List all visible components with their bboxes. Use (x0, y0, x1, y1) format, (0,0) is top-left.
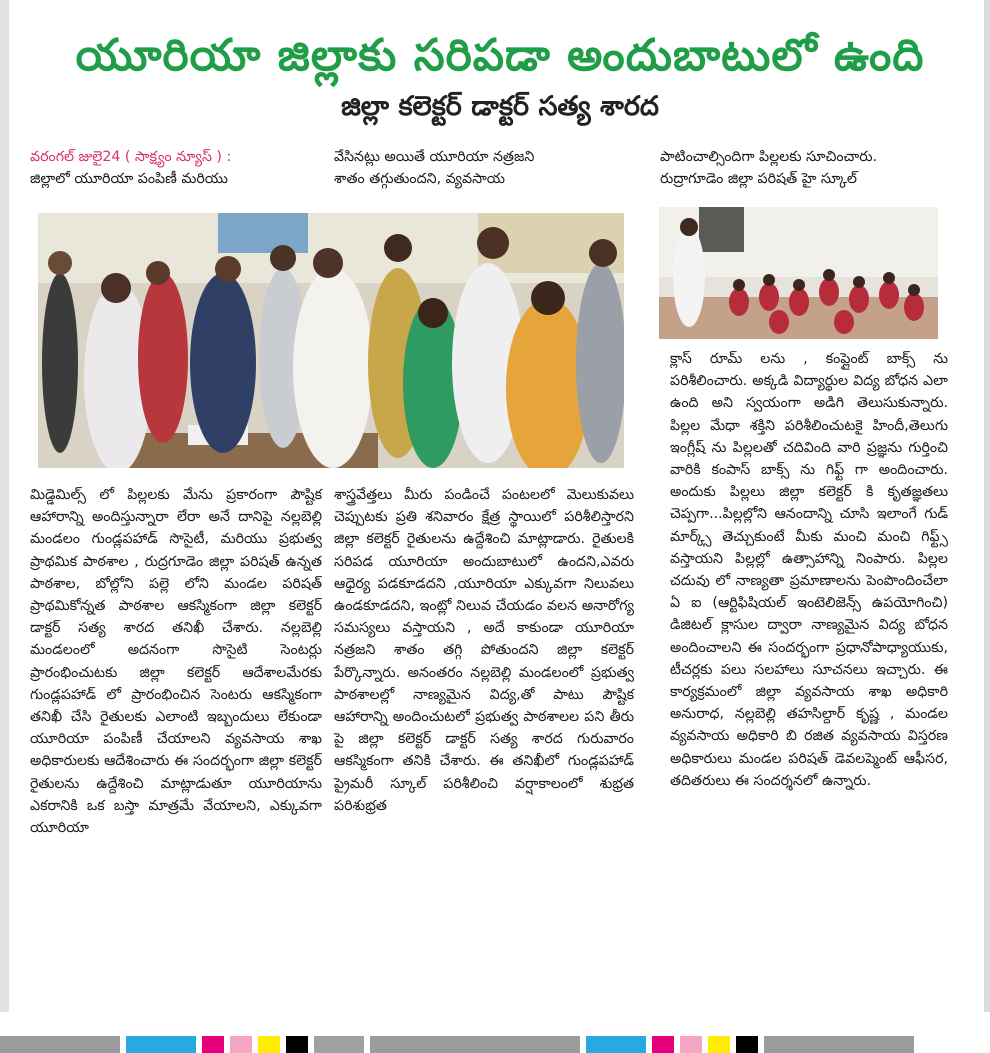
column-2-body (334, 484, 634, 817)
column-2-top (334, 146, 634, 190)
col2-top-line2: శాతం తగ్గుతుందని, వ్యవసాయ (334, 171, 505, 188)
page-edge-right (984, 0, 990, 1012)
column-3-body (670, 348, 948, 792)
col2-top-line1: వేసినట్లు అయితే యూరియా నత్రజని (334, 149, 535, 165)
collector-inspection-photo (38, 213, 624, 468)
col3-top-line1: పాటించాల్సిందిగా పిల్లలకు సూచించారు. (660, 149, 878, 165)
column-3-top (660, 146, 950, 190)
col3-top-line2: రుద్రాగూడెం జిల్లా పరిషత్ హై స్కూల్ (660, 171, 857, 188)
col2-body-text: శాస్త్రవేత్తలు మీరు పండించే పంటలలో మెలుకువలు చెప్పుటకు ప్రతి శనివారం క్షేత్ర స్థాయిలో పరిశీలిస్తారని జిల్లా కలెక్టర్ రైతులను ఉద్దేశించి మాట్లాడారు. రైతులకి సరిపడ యూరియా అందుబాటులో ఉందని,ఎవరు ఆధైర్య పడకూడదని ,యూరియా ఎక్కువగా నిలువలు ఉండకూడదని, ఇంట్లో నిలువ చేయడం వలన అనారోగ్య సమస్యలు వస్తాయని , అదే కాకుండా యూరియా నత్రజని శాతం తగ్గి పోతుందని జిల్లా కలెక్టర్ పేర్కొన్నారు. అనంతరం నల్లబెల్లి మండలంలో ప్రభుత్వ పాఠశాలల్లో నాణ్యమైన విద్య,తో పాటు పౌష్టిక ఆహారాన్ని అందించుటలో ప్రభుత్వ పాఠశాలల పని తీరు పై జిల్లా కలెక్టర్ డాక్టర్ సత్య శారద గురువారం ఆకస్మికంగా తనికి చేశారు. ఈ తనిఖీలో గుండ్లపహాడ్ ప్రైమరీ స్కూల్ పరిశీలించి వర్షాకాలంలో శుభ్రత పరిశుభ్రత (334, 487, 634, 814)
col3-body-text: క్లాస్ రూమ్ లను , కంప్లైంట్ బాక్స్ ను పరిశీలించారు. అక్కడి విద్యార్థుల విద్య బోధన ఎలా ఉంది అని స్వయంగా అడిగి తెలుసుకున్నారు. పిల్లల మేధా శక్తిని పరిశీలించుటకై హిందీ,తెలుగు ఇంగ్లీష్ ను పిల్లలతో చదివింది వారి ప్రజ్ఞను గుర్తించి వారికి కంపాస్ బాక్స్ ను గిఫ్ట్ గా అందించారు. అందుకు పిల్లలు జిల్లా కలెక్టర్ కి కృతజ్ఞతలు చెప్పగా...పిల్లల్లోని ఆనందాన్ని చూసి ఇలాంగే గుడ్ మార్క్స్ తెచ్చుకుంటే మీకు మంచి మంచి గిఫ్ట్స్ వస్తాయని పిల్లల్లో ఉత్సాహాన్ని నింపారు. పిల్లల చదువు లో నాణ్యతా ప్రమాణాలను పెంపొందించేలా ఏ ఐ (ఆర్టిఫిషియల్ ఇంటెలిజెన్స్ ఉపయోగించి) డిజిటల్ క్లాసుల ద్వారా నాణ్యమైన విద్య బోధన అందించాలని ఈ సందర్భంగా ప్రధానోపాధ్యాయుకు, టీచర్లకు పలు సలహాలు సూచనలు ఇచ్చారు. ఈ కార్యక్రమంలో జిల్లా వ్యవసాయ శాఖ అధికారి అనురాధ, నల్లబెల్లి తహసిల్దార్ కృష్ణ , మండల వ్యవసాయ అధికారి బి రజిత వ్యవసాయ విస్తరణ అధికారులు మండల పరిషత్ డెవలప్మెంట్ ఆఫీసర, తదితరులు ఈ సందర్శనలో ఉన్నారు. (670, 351, 948, 789)
page-edge-left (0, 0, 9, 1012)
classroom-photo (659, 207, 938, 339)
dateline: వరంగల్ జులై24 ( సాక్ష్యం న్యూస్ ) : (30, 149, 232, 165)
column-1-top (30, 146, 320, 190)
col1-top-text: జిల్లాలో యూరియా పంపిణీ మరియు (30, 171, 228, 188)
print-color-bar (0, 1036, 990, 1053)
col1-body-text: మిడ్డెమిల్స్ లో పిల్లలకు మేను ప్రకారంగా పౌష్టిక ఆహారాన్ని అందిస్తున్నారా లేరా అనే దానిపై నల్లబెల్లి మండలం గుండ్లపహాడ్ సొసైటీ, మరియు ప్రభుత్వ ప్రాథమిక పాఠశాల , రుద్రగూడెం జిల్లా పరిషత్ ఉన్నత పాఠశాల, బోల్లోని పల్లె లోని మండల పరిషత్ ప్రాథమికోన్నత పాఠశాల ఆకస్మికంగా జిల్లా కలెక్టర్ డాక్టర్ సత్య శారద తనిఖీ చేశారు. నల్లబెల్లి మండలంలో అదనంగా సొసైటి సెంటర్లు ప్రారంభించుటకు జిల్లా కలెక్టర్ ఆదేశాలమేరకు గుండ్లపహాడ్ లో ప్రారంభించిన సెంటరు ఆకస్మికంగా తనిఖీ చేసి రైతులకు ఎలాంటి ఇబ్బందులు లేకుండా యూరియా పంపిణీ చేయాలని వ్యవసాయ శాఖ అధికారులకు ఆదేశించారు ఈ సందర్భంగా జిల్లా కలెక్టర్ రైతులను ఉద్దేశించి మాట్లాడుతూ యూరియాను ఎకరానికి ఒక బస్తా మాత్రమే వేయాలని, ఎక్కువగా యూరియా (30, 487, 322, 837)
column-1-body (30, 484, 322, 839)
article-subheadline: జిల్లా కలెక్టర్ డాక్టర్ సత్య శారద (341, 91, 659, 122)
article-headline: యూరియా జిల్లాకు సరిపడా అందుబాటులో ఉంది (75, 30, 925, 81)
